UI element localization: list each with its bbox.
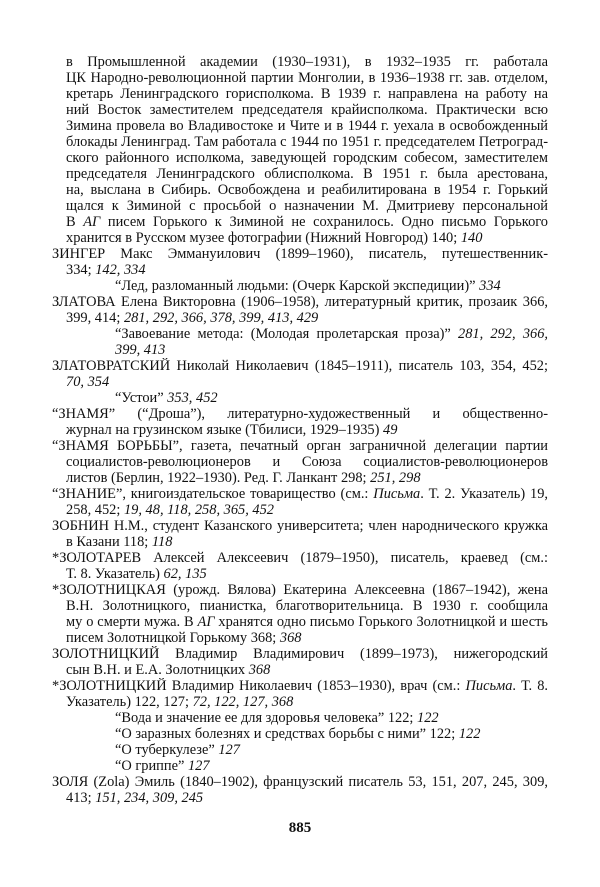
text-line — [115, 710, 439, 726]
italic-reference: 399, 413 — [115, 342, 166, 358]
text-line — [66, 694, 293, 710]
italic-reference: 49 — [383, 422, 398, 438]
text-segment: на, выслана в Сибирь. Освобождена и реабилитирована в 1954 г. Горький — [66, 182, 548, 198]
text-line — [66, 102, 548, 118]
text-line — [115, 742, 240, 758]
italic-reference: 118 — [151, 534, 173, 550]
italic-reference: 334 — [479, 278, 501, 294]
text-segment: “О заразных болезнях и средствах борьбы с ними” 122; — [115, 726, 459, 742]
italic-reference: 127 — [187, 758, 210, 774]
text-segment: социалистов-революционеров и Союза социалистов-революционеров — [66, 454, 548, 470]
text-line — [66, 150, 548, 166]
text-line — [52, 406, 548, 422]
text-segment: Т. 8. Указатель) — [66, 566, 164, 582]
text-line — [66, 630, 301, 646]
italic-reference: 127 — [218, 742, 240, 758]
text-segment: В.Н. Золотницкого, пианистка, благотворительница. В 1930 г. сообщила — [66, 598, 548, 614]
text-segment: листов (Берлин, 1922–1930). Ред. Г. Ланкант 298; — [66, 470, 371, 486]
page-number: 885 — [288, 820, 312, 836]
text-line — [52, 774, 548, 790]
text-segment: “Лед, разломанный людьми: (Очерк Карской экспедиции)” — [115, 278, 480, 294]
text-line — [115, 390, 218, 406]
italic-reference: АГ — [83, 214, 101, 230]
text-segment: хранятся одно письмо Горького Золотницкой и шесть — [214, 614, 548, 630]
text-line — [52, 678, 548, 694]
text-segment: сын В.Н. и Е.А. Золотницких — [66, 662, 249, 678]
text-line — [115, 326, 548, 342]
italic-reference: 142, 334 — [95, 262, 146, 278]
text-line — [115, 726, 480, 742]
text-line — [66, 230, 482, 246]
text-line — [66, 182, 548, 198]
text-segment: ЗОЛОТНИЦКИЙ Владимир Владимирович (1899–1973), нижегородский — [52, 646, 548, 662]
text-line — [66, 166, 548, 182]
text-line — [52, 646, 548, 662]
text-line — [52, 550, 548, 566]
text-segment: Зимина провела во Владивостоке и Чите и в 1944 г. уехала в освобожденный — [66, 118, 548, 134]
text-segment: писем Золотницкой Горькому 368; — [66, 630, 280, 646]
text-segment: *ЗОЛОТНИЦКИЙ Владимир Николаевич (1853–1930), врач (см.: — [52, 678, 466, 694]
text-line — [66, 454, 548, 470]
italic-reference: 62, 135 — [163, 566, 207, 582]
italic-reference: 72, 122, 127, 368 — [192, 694, 294, 710]
text-line — [66, 598, 548, 614]
text-segment: журнал на грузинском языке (Тбилиси, 1929–1935) — [66, 422, 383, 438]
text-line — [66, 534, 172, 550]
italic-reference: Письма — [373, 486, 421, 502]
italic-reference: 70, 354 — [66, 374, 110, 390]
italic-reference: 251, 298 — [370, 470, 421, 486]
text-segment: ний Восток заместителем председателя крайисполкома. Практически всю — [66, 102, 548, 118]
text-line — [66, 262, 146, 278]
text-line — [66, 310, 318, 326]
text-segment: ЗОЛЯ (Zola) Эмиль (1840–1902), французский писатель 53, 151, 207, 245, 309, — [52, 774, 548, 790]
text-segment: “ЗНАМЯ БОРЬБЫ”, газета, печатный орган заграничной делегации партии — [52, 438, 548, 454]
text-line — [66, 70, 548, 86]
text-line — [115, 342, 165, 358]
text-line — [52, 486, 548, 502]
text-line — [115, 278, 501, 294]
italic-reference: 368 — [279, 630, 302, 646]
italic-reference: АГ — [197, 614, 215, 630]
italic-reference: 281, 292, 366, — [458, 326, 548, 342]
text-segment: ЗЛАТОВРАТСКИЙ Николай Николаевич (1845–1911), писатель 103, 354, 452; — [52, 358, 548, 374]
italic-reference: 19, 48, 118, 258, 365, 452 — [123, 502, 275, 518]
text-segment: “Завоевание метода: (Молодая пролетарская проза)” — [115, 326, 458, 342]
text-segment: . Т. 8. — [512, 678, 548, 694]
text-segment: щался к Зиминой с просьбой о назначении М. Дмитриеву персональной — [66, 198, 548, 214]
italic-reference: 122 — [458, 726, 481, 742]
text-segment: 399, 414; — [66, 310, 124, 326]
text-line — [66, 214, 548, 230]
text-segment: *ЗОЛОТНИЦКАЯ (урожд. Вялова) Екатерина Алексеевна (1867–1942), жена — [52, 582, 548, 598]
text-line — [66, 118, 548, 134]
text-segment: 413; — [66, 790, 96, 806]
text-line — [52, 246, 548, 262]
italic-reference: 281, 292, 366, 378, 399, 413, 429 — [123, 310, 319, 326]
text-segment: писем Горького к Зиминой не сохранилось. Одно письмо Горького — [107, 214, 548, 230]
text-segment: в Казани 118; — [66, 534, 152, 550]
text-segment: му о смерти мужа. В — [66, 614, 198, 630]
italic-reference: 140 — [460, 230, 483, 246]
text-segment: ЗИНГЕР Макс Эммануилович (1899–1960), писатель, путешественник- — [52, 246, 548, 262]
text-line — [66, 502, 274, 518]
text-segment: ЗЛАТОВА Елена Викторовна (1906–1958), литературный критик, прозаик 366, — [52, 294, 548, 310]
text-segment: В — [66, 214, 84, 230]
text-segment: 334; — [66, 262, 96, 278]
text-segment: “ЗНАМЯ” (“Дроша”), литературно-художественный и общественно- — [52, 406, 548, 422]
text-line — [52, 518, 548, 534]
text-segment: кретарь Ленинградского горисполкома. В 1939 г. направлена на работу на — [66, 86, 548, 102]
text-segment: *ЗОЛОТАРЕВ Алексей Алексеевич (1879–1950), писатель, краевед (см.: — [52, 550, 548, 566]
text-segment: . Т. 2. Указатель) 19, — [420, 486, 548, 502]
text-segment: “О туберкулезе” — [115, 742, 219, 758]
text-segment: “ЗНАНИЕ”, книгоиздательское товарищество (см.: — [52, 486, 374, 502]
italic-reference: 151, 234, 309, 245 — [95, 790, 204, 806]
text-segment: 258, 452; — [66, 502, 124, 518]
text-segment: Указатель) 122, 127; — [66, 694, 193, 710]
text-segment: “Вода и значение ее для здоровья человека” 122; — [115, 710, 418, 726]
text-line — [66, 614, 548, 630]
italic-reference: Письма — [465, 678, 513, 694]
text-segment: ского районного исполкома, заведующей городским собесом, заместителем — [66, 150, 548, 166]
text-line — [66, 134, 548, 150]
italic-reference: 122 — [417, 710, 439, 726]
text-segment: хранится в Русском музее фотографии (Нижний Новгород) 140; — [66, 230, 461, 246]
text-line — [66, 422, 397, 438]
text-line — [66, 662, 270, 678]
text-segment: “Устои” — [115, 390, 168, 406]
text-segment: ЗОБНИН Н.М., студент Казанского университета; член народнического кружка — [52, 518, 548, 534]
text-line — [66, 86, 548, 102]
text-line — [66, 470, 421, 486]
text-line — [66, 374, 109, 390]
text-segment: блокады Ленинград. Там работала с 1944 по 1951 г. председателем Петроград- — [66, 134, 548, 150]
text-segment: председателя Ленинградского облисполкома. В 1951 г. была арестована, — [66, 166, 548, 182]
italic-reference: 353, 452 — [167, 390, 218, 406]
text-segment: “О гриппе” — [115, 758, 188, 774]
text-segment: в Промышленной академии (1930–1931), в 1932–1935 гг. работала — [66, 54, 548, 70]
text-line — [52, 582, 548, 598]
text-line — [52, 358, 548, 374]
text-line — [52, 294, 548, 310]
text-line — [66, 198, 548, 214]
text-line — [66, 790, 203, 806]
text-line — [52, 438, 548, 454]
text-line — [66, 566, 207, 582]
italic-reference: 368 — [248, 662, 271, 678]
text-line — [115, 758, 210, 774]
text-segment: ЦК Народно-революционной партии Монголии, в 1936–1938 гг. зав. отделом, — [66, 70, 548, 86]
text-line — [66, 54, 548, 70]
